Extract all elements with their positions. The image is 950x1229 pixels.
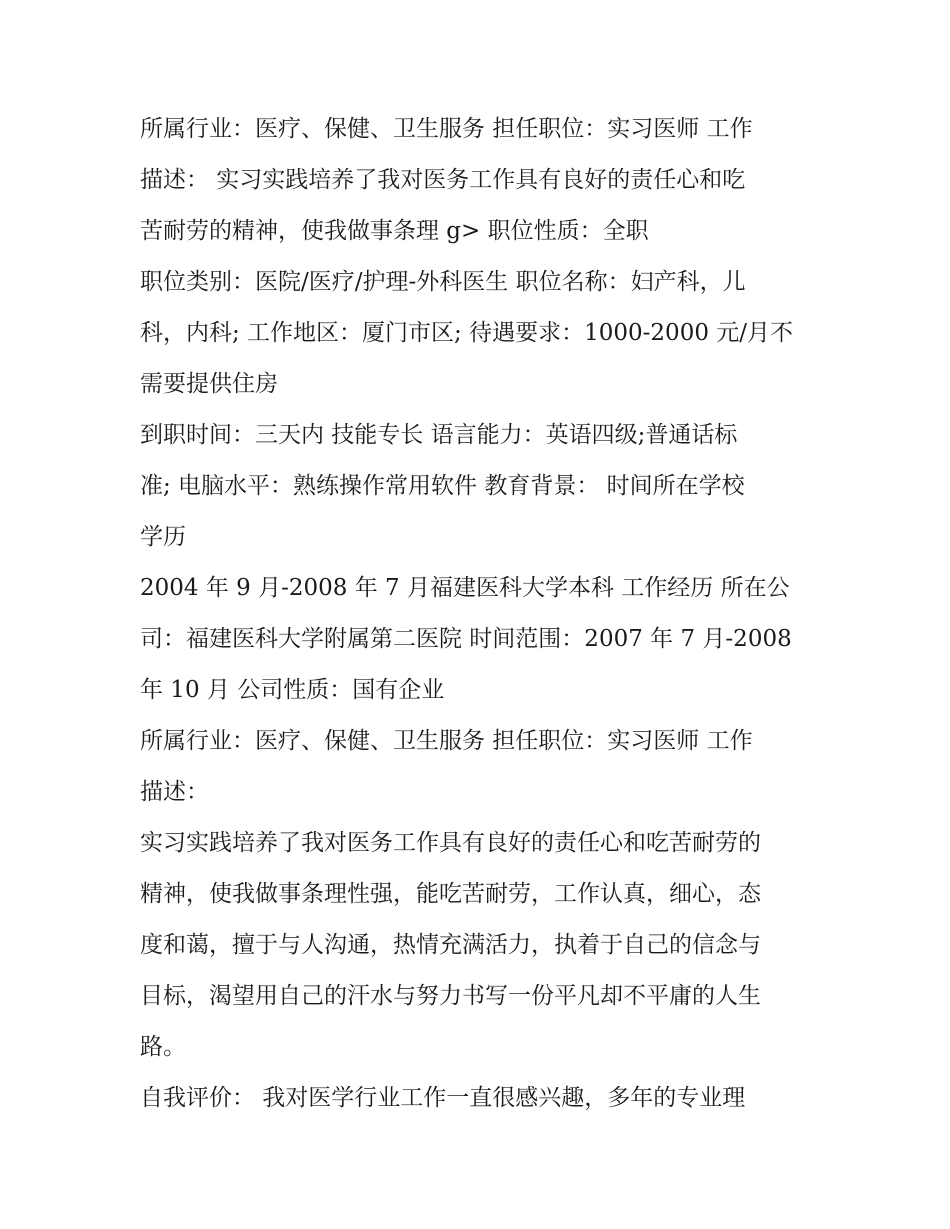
text-line: 科，内科; 工作地区：厦门市区; 待遇要求：1000-2000 元/月不	[140, 320, 794, 346]
text-line: 年 10 月 公司性质：国有企业	[140, 677, 445, 703]
text-line: 到职时间：三天内 技能专长 语言能力：英语四级;普通话标	[140, 422, 738, 448]
document-body	[140, 104, 820, 1124]
text-line: 精神，使我做事条理性强，能吃苦耐劳，工作认真，细心，态	[140, 881, 761, 907]
text-line: 度和蔼，擅于与人沟通，热情充满活力，执着于自己的信念与	[140, 932, 761, 958]
text-line: 需要提供住房	[140, 371, 278, 397]
text-line: 司：福建医科大学附属第二医院 时间范围：2007 年 7 月-2008	[140, 626, 792, 652]
text-line: 描述：	[140, 779, 209, 805]
text-line: 2004 年 9 月-2008 年 7 月福建医科大学本科 工作经历 所在公	[140, 575, 790, 601]
text-line: 所属行业：医疗、保健、卫生服务 担任职位：实习医师 工作	[140, 728, 753, 754]
text-line: 目标，渴望用自己的汗水与努力书写一份平凡却不平庸的人生	[140, 983, 761, 1009]
text-line: 实习实践培养了我对医务工作具有良好的责任心和吃苦耐劳的	[140, 830, 761, 856]
text-line: 苦耐劳的精神，使我做事条理 g> 职位性质：全职	[140, 218, 649, 244]
text-line: 自我评价： 我对医学行业工作一直很感兴趣，多年的专业理	[140, 1085, 746, 1111]
text-line: 准; 电脑水平：熟练操作常用软件 教育背景： 时间所在学校	[140, 473, 745, 499]
text-line: 所属行业：医疗、保健、卫生服务 担任职位：实习医师 工作	[140, 116, 753, 142]
text-line: 职位类别：医院/医疗/护理-外科医生 职位名称：妇产科，儿	[140, 269, 746, 295]
text-line: 描述： 实习实践培养了我对医务工作具有良好的责任心和吃	[140, 167, 746, 193]
text-line: 学历	[140, 524, 186, 550]
text-line: 路。	[140, 1034, 186, 1060]
